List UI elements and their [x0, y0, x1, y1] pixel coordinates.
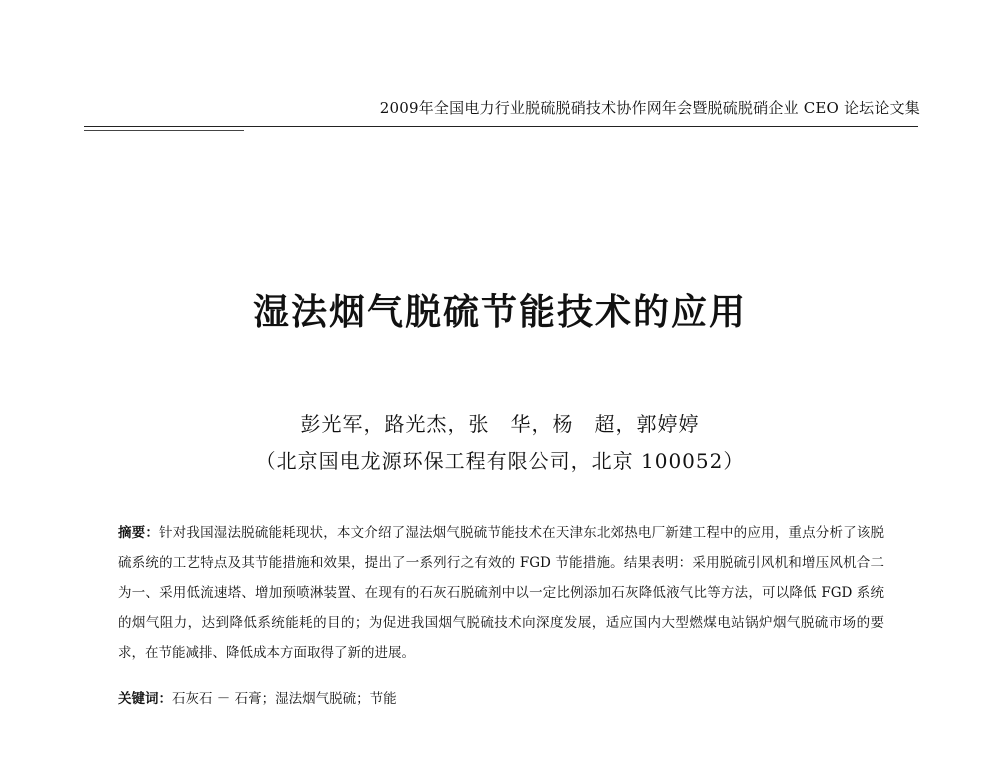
abstract-text: 针对我国湿法脱硫能耗现状，本文介绍了湿法烟气脱硫节能技术在天津东北郊热电厂新建工程中的应用，重点分析了该脱硫系统的工艺特点及其节能措施和效果，提出了一系列行之有效的 FGD 节能措施。结果表明：采用脱硫引风机和增压风机合二为一、采用低流速塔、增加预喷淋装置、在现有的石灰石脱硫剂中以一定比例添加石灰降低液气比等方法，可以降低 FGD 系统的烟气阻力，达到降低系统能耗的目的；为促进我国烟气脱硫技术向深度发展，适应国内大型燃煤电站锅炉烟气脱硫市场的要求，在节能减排、降低成本方面取得了新的进展。: [118, 525, 884, 661]
header-rule-secondary: [84, 130, 244, 131]
keywords: [118, 684, 884, 714]
paper-title: 湿法烟气脱硫节能技术的应用: [252, 292, 747, 333]
header-rule: [84, 126, 918, 127]
abstract-label: 摘要：: [118, 525, 160, 541]
abstract: [118, 518, 884, 668]
keywords-label: 关键词：: [118, 691, 172, 707]
author-list: 彭光军，路光杰，张 华，杨 超，郭婷婷: [300, 412, 700, 436]
affiliation: （北京国电龙源环保工程有限公司，北京 100052）: [255, 449, 745, 473]
running-header: 2009年全国电力行业脱硫脱硝技术协作网年会暨脱硫脱硝企业 CEO 论坛论文集: [379, 99, 920, 117]
keywords-text: 石灰石 － 石膏；湿法烟气脱硫；节能: [172, 691, 397, 707]
